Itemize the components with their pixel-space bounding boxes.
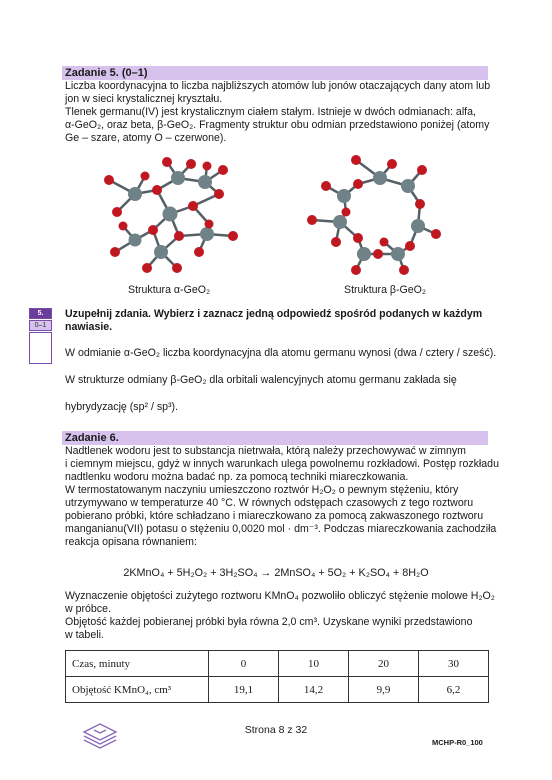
score-box <box>29 332 52 364</box>
task5-intro-2: jon w sieci krystalicznej kryształu. <box>65 93 223 105</box>
beta-geo2-structure <box>300 150 450 278</box>
task5-header: Zadanie 5. (0–1) <box>62 66 488 80</box>
results-table <box>65 650 489 703</box>
points-badge: 0–1 <box>29 320 52 331</box>
task5-instruction-2: nawiasie. <box>65 321 113 333</box>
table-cell: 0 <box>209 651 279 677</box>
page-number: Strona 8 z 32 <box>244 724 308 736</box>
task6-intro-4: W termostatowanym naczyniu umieszczono roztwór H₂O₂ o pewnym stężeniu, który <box>65 484 459 496</box>
task6-intro-1: Nadtlenek wodoru jest to substancja nietrwała, którą należy przechowywać w zimnym <box>65 445 466 457</box>
reaction-equation: 2KMnO₄ + 5H₂O₂ + 3H₂SO₄ → 2MnSO₄ + 5O₂ + K₂SO₄ + 8H₂O <box>123 567 429 579</box>
caption-alpha: Struktura α-GeO₂ <box>128 284 211 296</box>
task6-intro-2: i ciemnym miejscu, gdyż w innych warunkach ulega powolnemu rozkładowi. Postęp rozkładu <box>65 458 499 470</box>
task6-intro-5: utrzymywano w temperaturze 40 °C. W równych odstępach czasowych z tego roztworu <box>65 497 474 509</box>
table-row <box>66 651 489 677</box>
task5-intro-1: Liczba koordynacyjna to liczba najbliższych atomów lub jonów otaczających dany atom lub <box>65 80 491 92</box>
table-cell: 20 <box>349 651 419 677</box>
task6-intro-3: nadtlenku wodoru można badać np. za pomocą techniki miareczkowania. <box>65 471 409 483</box>
table-cell: 14,2 <box>279 677 349 703</box>
task6-intro-6: pobierano próbki, które schładzano i miareczkowano za pomocą zakwaszonego roztworu <box>65 510 484 522</box>
task6-after-4: w tabeli. <box>65 629 104 641</box>
task6-intro-7: manganianu(VII) potasu o stężeniu 0,0020 mol · dm⁻³. Podczas miareczkowania zachodziła <box>65 523 497 535</box>
task6-after-2: w próbce. <box>65 603 111 615</box>
caption-beta: Struktura β-GeO₂ <box>344 284 427 296</box>
task5-sentence-3[interactable]: hybrydyzację (sp² / sp³). <box>65 401 179 413</box>
table-row <box>66 677 489 703</box>
task6-header: Zadanie 6. <box>62 431 488 445</box>
task5-intro-4: α-GeO₂, oraz beta, β-GeO₂. Fragmenty struktur obu odmian przedstawiono poniżej (atomy <box>65 119 490 131</box>
task5-sentence-1[interactable]: W odmianie α-GeO₂ liczba koordynacyjna dla atomu germanu wynosi (dwa / cztery / sześć). <box>65 347 497 359</box>
row-label-volume: Objętość KMnO₄, cm³ <box>66 677 209 703</box>
task6-after-3: Objętość każdej pobieranej próbki była równa 2,0 cm³. Uzyskane wyniki przedstawiono <box>65 616 473 628</box>
task6-intro-8: reakcja opisana równaniem: <box>65 536 197 548</box>
table-cell: 30 <box>419 651 489 677</box>
table-cell: 10 <box>279 651 349 677</box>
task5-instruction-1: Uzupełnij zdania. Wybierz i zaznacz jedną odpowiedź spośród podanych w każdym <box>65 308 483 320</box>
task6-after-1: Wyznaczenie objętości zużytego roztworu KMnO₄ pozwoliło obliczyć stężenie molowe H₂O₂ <box>65 590 495 602</box>
row-label-time: Czas, minuty <box>66 651 209 677</box>
table-cell: 19,1 <box>209 677 279 703</box>
task5-intro-3: Tlenek germanu(IV) jest krystalicznym ciałem stałym. Istnieje w dwóch odmianach: alfa, <box>65 106 476 118</box>
table-cell: 9,9 <box>349 677 419 703</box>
task5-sentence-2: W strukturze odmiany β-GeO₂ dla orbitali walencyjnych atomu germanu zakłada się <box>65 374 457 386</box>
table-cell: 6,2 <box>419 677 489 703</box>
task5-intro-5: Ge – szare, atomy O – czerwone). <box>65 132 227 144</box>
exam-code: MCHP-R0_100 <box>432 738 483 747</box>
alpha-geo2-structure <box>95 152 255 280</box>
task-number-badge: 5. <box>29 308 52 319</box>
